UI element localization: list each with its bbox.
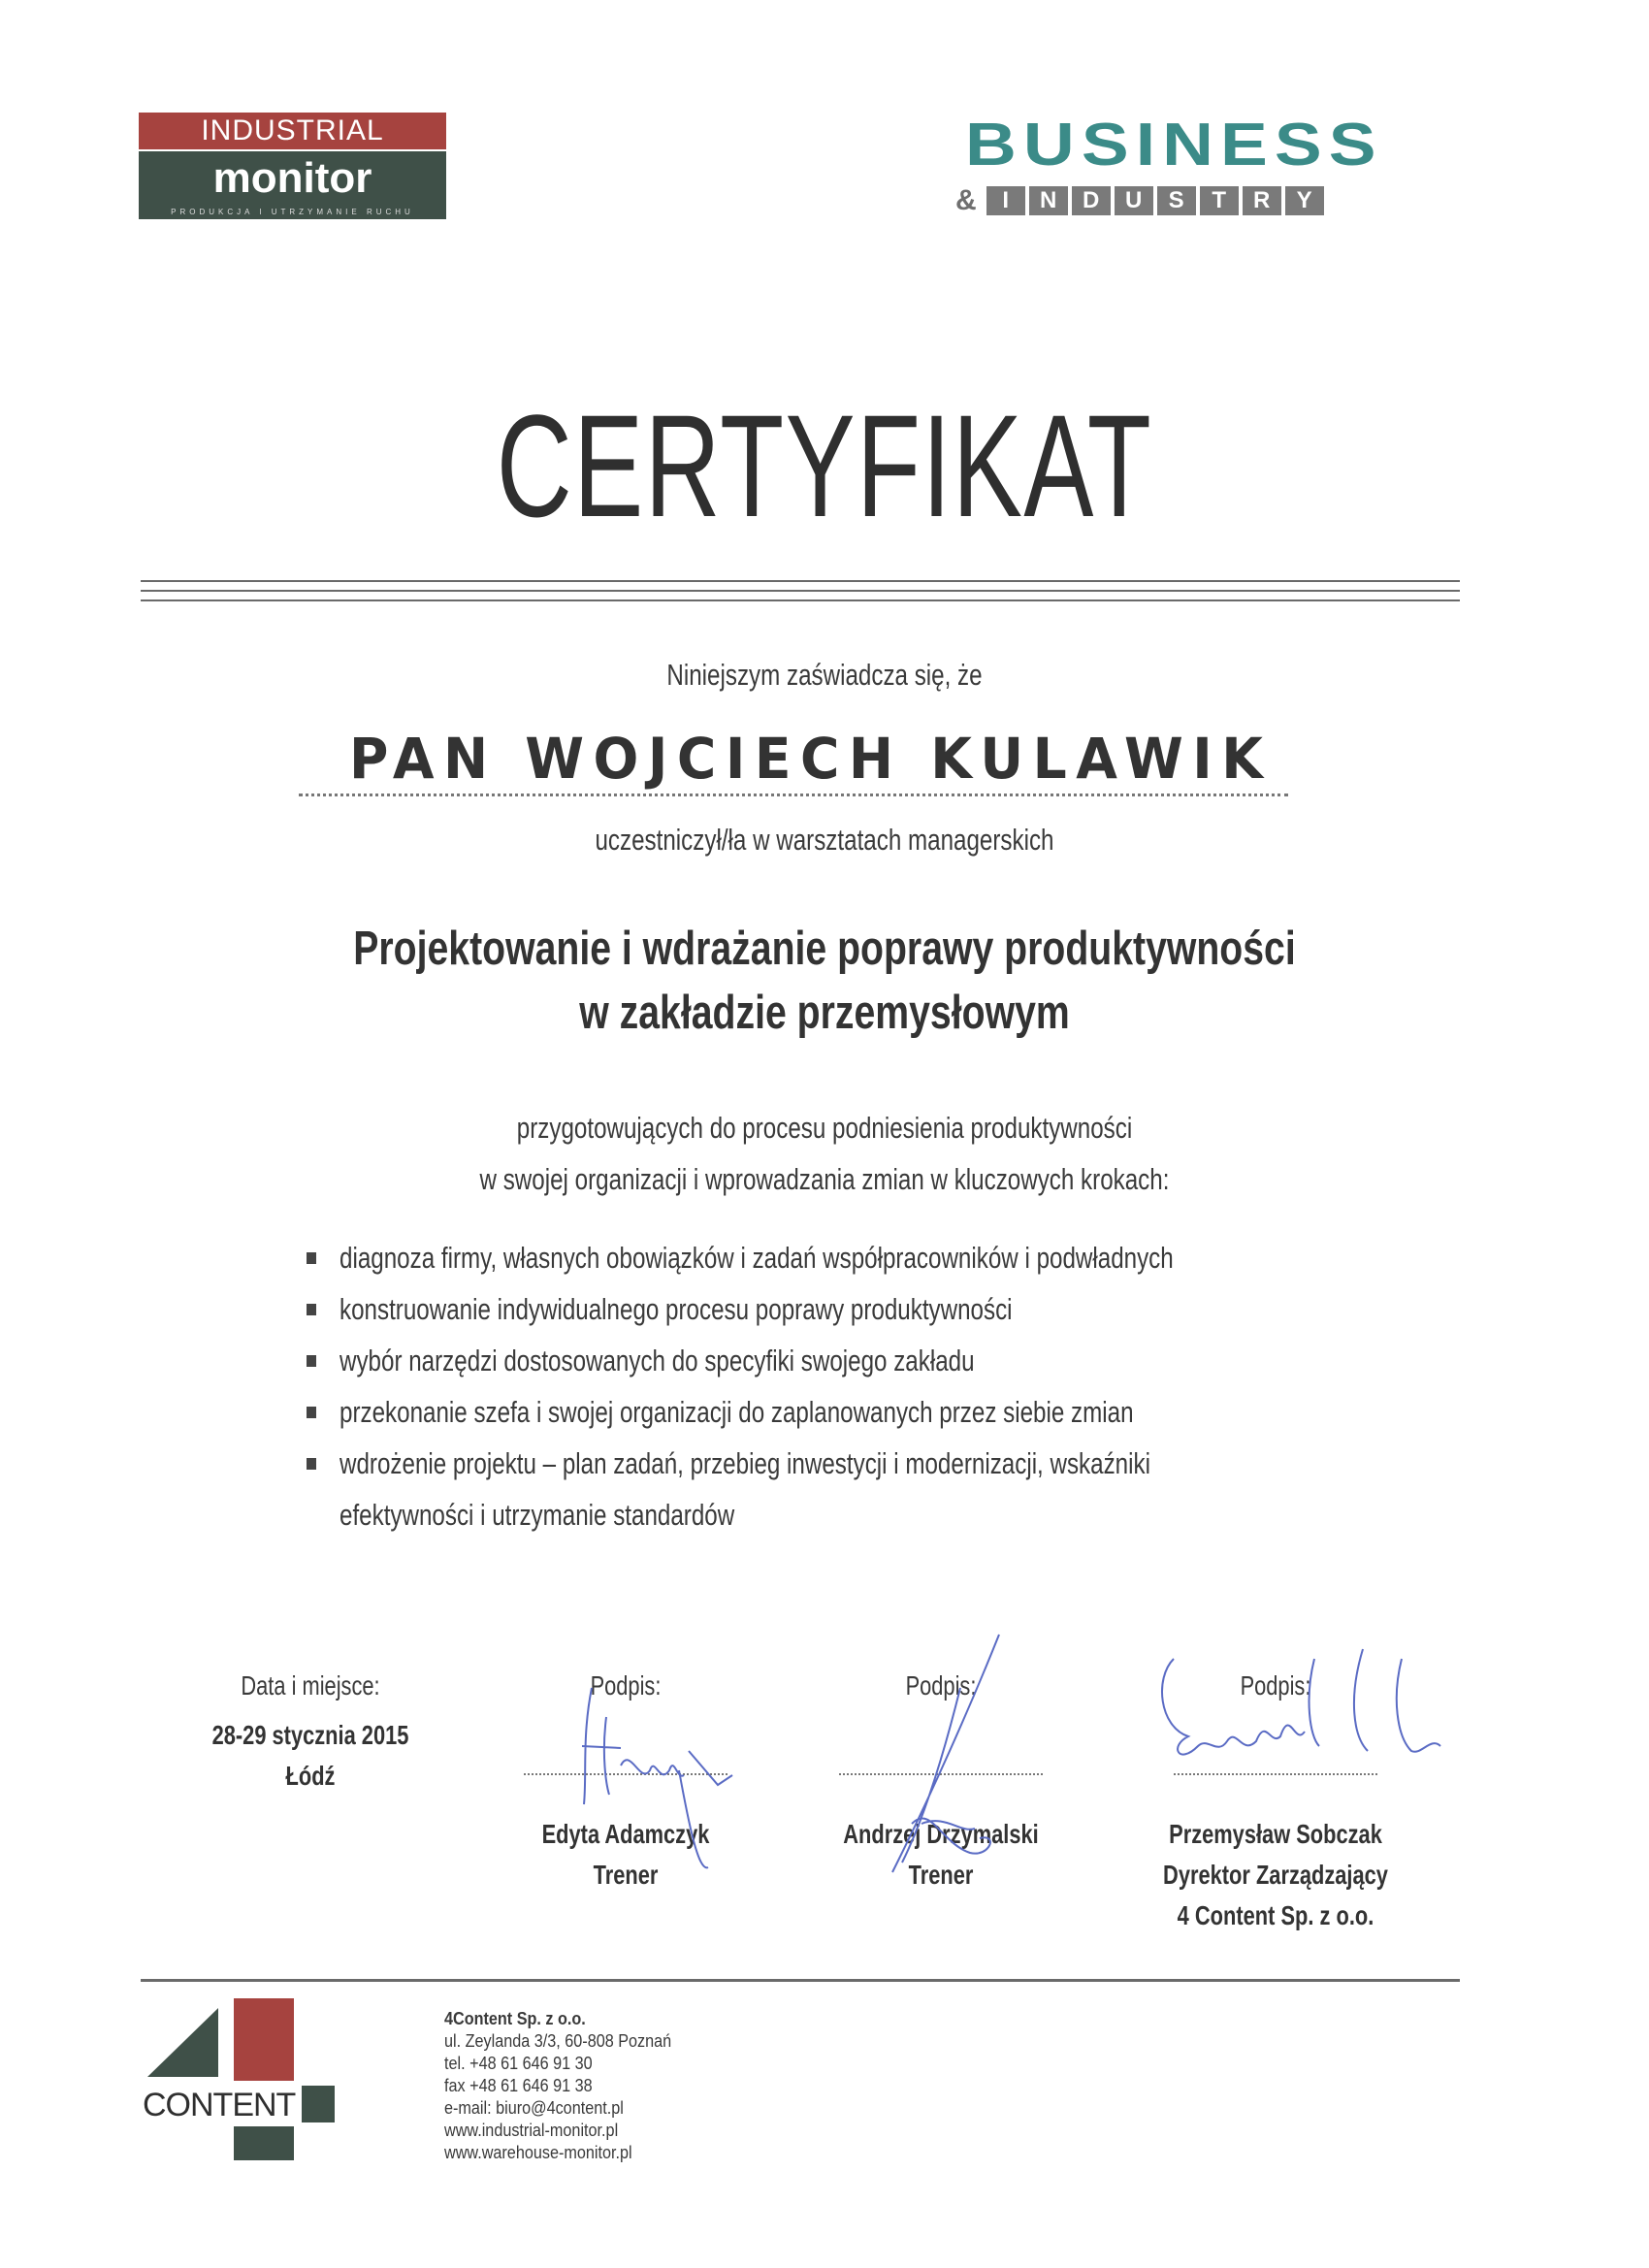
logo-tagline: PRODUKCJA I UTRZYMANIE RUCHU [139, 206, 446, 219]
logo-letter: U [1115, 186, 1153, 215]
industrial-monitor-logo [139, 113, 446, 219]
recipient-name: PAN WOJCIECH KULAWIK [349, 726, 1273, 792]
logo-industry-row [955, 185, 1324, 216]
signer-name: Edyta Adamczyk [541, 1819, 710, 1849]
footer-address: ul. Zeylanda 3/3, 60-808 Poznań [444, 2031, 672, 2051]
list-item: wybór narzędzi dostosowanych do specyfiki swojego zakładu [301, 1335, 1368, 1386]
date-place-block [165, 1669, 456, 1797]
bullet-square-icon [307, 1355, 316, 1367]
intro-text: Niniejszym zaświadcza się, że [666, 658, 983, 692]
logo-letter: T [1200, 186, 1239, 215]
signer-role: Dyrektor Zarządzający [1163, 1860, 1388, 1890]
description-line1: przygotowujących do procesu podniesienia produktywności [516, 1111, 1133, 1145]
signer-role: Trener [908, 1860, 974, 1890]
event-place: Łódź [285, 1761, 336, 1791]
bullet-square-icon [307, 1407, 316, 1418]
footer-company: 4Content Sp. z o.o. [444, 2009, 586, 2028]
course-title [165, 917, 1484, 1045]
business-industry-logo [955, 112, 1460, 218]
title-rule [141, 590, 1460, 592]
footer-tel: tel. +48 61 646 91 30 [444, 2054, 593, 2073]
signer-role: Trener [593, 1860, 659, 1890]
logo-industrial-text: INDUSTRIAL [139, 113, 446, 149]
signature-drzymalski [854, 1630, 1018, 1901]
logo-letter: R [1243, 186, 1281, 215]
footer-website-industrial[interactable]: www.industrial-monitor.pl [444, 2121, 619, 2140]
logo-letter: N [1029, 186, 1068, 215]
title-rule [141, 599, 1460, 601]
4content-logo-mark [141, 1989, 364, 2173]
participation-text: uczestniczył/ła w warsztatach managerskich [595, 823, 1054, 857]
event-date: 28-29 stycznia 2015 [211, 1720, 409, 1750]
signature-adamczyk [563, 1678, 786, 1872]
signer-name: Andrzej Drzymalski [843, 1819, 1039, 1849]
logo-ampersand: & [955, 184, 977, 216]
4content-logo [141, 1989, 364, 2173]
4content-logo-text: CONTENT [143, 2087, 296, 2123]
logo-business-text: BUSINESS [965, 112, 1383, 178]
bullet-square-icon [307, 1458, 316, 1470]
logo-monitor-text: monitor [139, 151, 446, 206]
signature-sobczak [1149, 1639, 1470, 1785]
bullet-square-icon [307, 1304, 316, 1315]
footer-website-warehouse[interactable]: www.warehouse-monitor.pl [444, 2143, 632, 2162]
list-item: diagnoza firmy, własnych obowiązków i zadań współpracowników i podwładnych [301, 1232, 1368, 1283]
footer-email[interactable]: e-mail: biuro@4content.pl [444, 2098, 624, 2118]
logo-letter: I [986, 186, 1025, 215]
logo-letter: S [1157, 186, 1196, 215]
contact-block [444, 2008, 696, 2164]
footer-fax: fax +48 61 646 91 38 [444, 2076, 593, 2095]
list-item: konstruowanie indywidualnego procesu poprawy produktywności [301, 1283, 1368, 1335]
signer-name: Przemysław Sobczak [1169, 1819, 1382, 1849]
description-line2: w swojej organizacji i wprowadzania zmian w kluczowych krokach: [479, 1162, 1170, 1196]
date-label: Data i miejsce: [241, 1670, 380, 1701]
signature-label: Podpis: [1240, 1670, 1311, 1701]
list-item-continuation: efektywności i utrzymanie standardów [340, 1498, 735, 1532]
logo-letter: Y [1285, 186, 1324, 215]
recipient-dotted-line [299, 794, 1288, 796]
course-title-line1: Projektowanie i wdrażanie poprawy produktywności [353, 923, 1296, 975]
topic-list [301, 1232, 1368, 1540]
footer-rule [141, 1979, 1460, 1982]
list-item: wdrożenie projektu – plan zadań, przebieg inwestycji i modernizacji, wskaźniki [301, 1438, 1368, 1489]
signature-label: Podpis: [590, 1670, 662, 1701]
signature-label: Podpis: [905, 1670, 977, 1701]
certificate-title: CERTYFIKAT [496, 384, 1153, 547]
signer-company: 4 Content Sp. z o.o. [1177, 1900, 1374, 1930]
bullet-square-icon [307, 1252, 316, 1264]
list-item: przekonanie szefa i swojej organizacji do zaplanowanych przez siebie zmian [301, 1386, 1368, 1438]
logo-letter: D [1072, 186, 1111, 215]
course-title-line2: w zakładzie przemysłowym [579, 987, 1070, 1039]
title-rule [141, 580, 1460, 582]
